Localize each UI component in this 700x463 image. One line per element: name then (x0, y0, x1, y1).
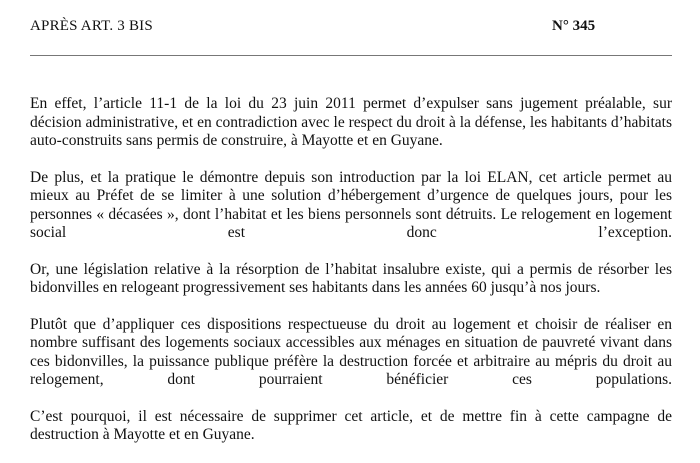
paragraph-3: Or, une législation relative à la résorption de l’habitat insalubre existe, qui a permis de résorber les bidonvilles en relogeant progressivement ses habitants dans les années 60 jusqu’à nos jours. (30, 260, 672, 296)
amendment-number-value: 345 (572, 18, 596, 34)
amendment-number (552, 18, 595, 35)
header-divider (30, 55, 672, 56)
paragraph-5: C’est pourquoi, il est nécessaire de supprimer cet article, et de mettre fin à cette campagne de destruction à Mayotte et en Guyane. (30, 407, 672, 443)
paragraph-4: Plutôt que d’appliquer ces dispositions respectueuse du droit au logement et choisir de réaliser en nombre suffisant des logements sociaux accessibles aux ménages en situation de pauvreté vivant dans ces bidonvilles, la puissance publique préfère la destruction forcée et arbitraire au mépris du droit au relogement, dont pourraient bénéficier ces populations. (30, 315, 672, 388)
paragraph-2: De plus, et la pratique le démontre depuis son introduction par la loi ELAN, cet article permet au mieux au Préfet de se limiter à une solution d’hébergement d’urgence de quelques jours, pour les personnes « décasées », dont l’habitat et les biens personnels sont détruits. Le relogement en logement social est donc l’exception. (30, 168, 672, 241)
amendment-body (30, 95, 672, 463)
document-page (30, 0, 672, 450)
amendment-header (30, 0, 672, 40)
paragraph-1: En effet, l’article 11-1 de la loi du 23 juin 2011 permet d’expulser sans jugement préalable, sur décision administrative, et en contradiction avec le respect du droit à la défense, les habitants d’habitats auto-construits sans permis de construire, à Mayotte et en Guyane. (30, 95, 672, 149)
article-reference: APRÈS ART. 3 BIS (30, 18, 153, 34)
amendment-number-prefix: N° (552, 18, 569, 34)
